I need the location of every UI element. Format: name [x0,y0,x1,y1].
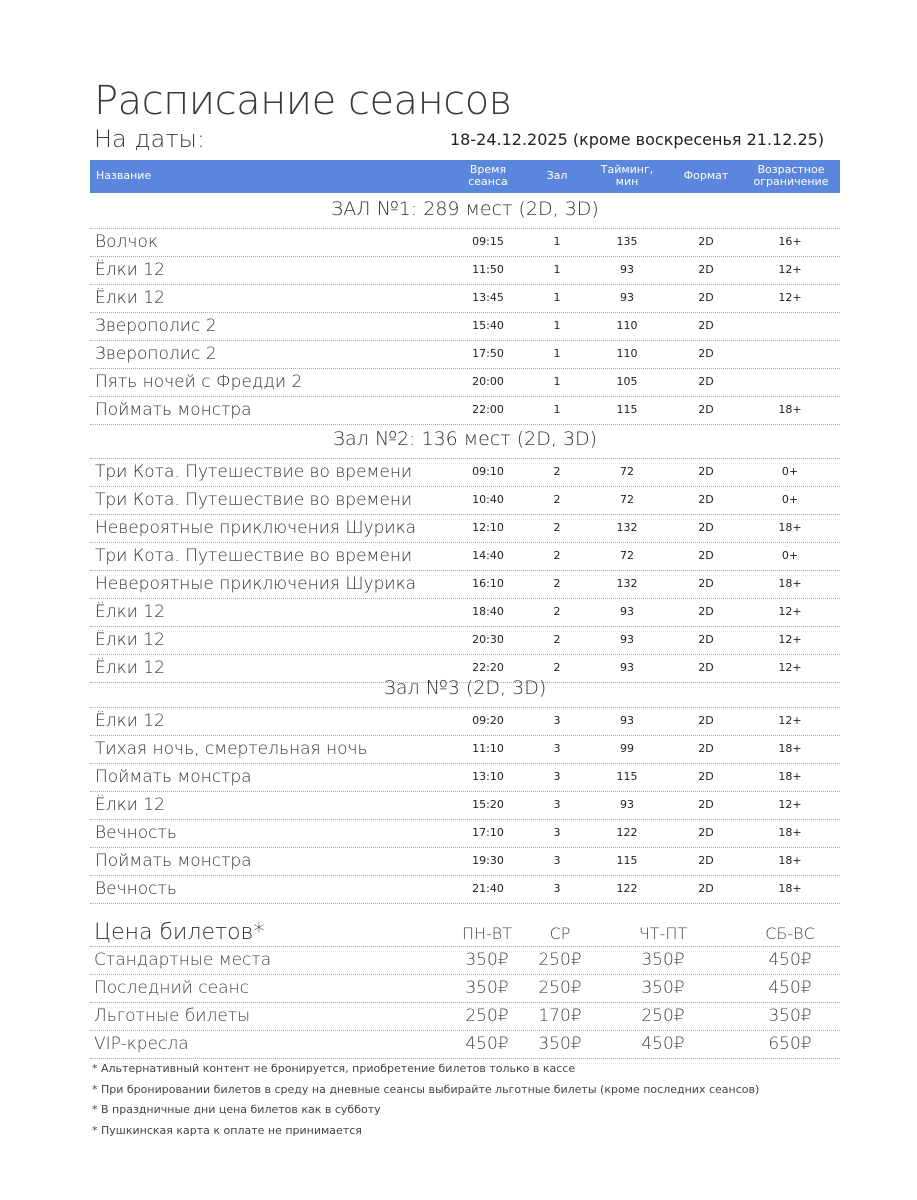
hall-number: 1 [553,319,561,332]
price-value: 350₽ [538,1034,582,1054]
session-row [90,735,840,764]
hall-number: 3 [553,714,561,727]
session-row [90,312,840,341]
session-time: 20:00 [472,375,504,388]
session-row [90,819,840,848]
format: 2D [698,854,714,867]
movie-title: Ёлки 12 [95,795,165,815]
session-time: 19:30 [472,854,504,867]
session-time: 14:40 [472,549,504,562]
session-row [90,570,840,599]
session-row [90,368,840,397]
age-rating: 18+ [778,742,802,755]
duration: 135 [616,235,638,248]
movie-title: Ёлки 12 [95,658,165,678]
col-age: Возрастное ограничение [753,163,829,188]
session-row [90,514,840,543]
price-value: 350₽ [641,978,685,998]
session-row [90,875,840,904]
duration: 122 [616,882,638,895]
hall-number: 3 [553,770,561,783]
price-value: 350₽ [768,1006,812,1026]
session-row [90,542,840,571]
duration: 72 [620,465,634,478]
session-time: 18:40 [472,605,504,618]
session-row [90,284,840,313]
hall-number: 2 [553,465,561,478]
price-value: 450₽ [768,978,812,998]
hall-number: 2 [553,577,561,590]
session-time: 09:10 [472,465,504,478]
format: 2D [698,347,714,360]
age-rating: 12+ [778,263,802,276]
format: 2D [698,714,714,727]
duration: 122 [616,826,638,839]
price-value: 250₽ [641,1006,685,1026]
movie-title: Ёлки 12 [95,260,165,280]
format: 2D [698,263,714,276]
footnote: * В праздничные дни цена билетов как в субботу [92,1103,381,1116]
price-value: 250₽ [538,978,582,998]
duration: 115 [616,403,638,416]
format: 2D [698,882,714,895]
dates-label: На даты: [94,125,205,153]
col-time: Время сеанса [468,163,508,188]
session-time: 17:10 [472,826,504,839]
age-rating: 16+ [778,235,802,248]
hall-number: 2 [553,493,561,506]
hall-title: Зал №2: 136 мест (2D, 3D) [332,428,598,450]
price-value: 350₽ [465,950,509,970]
movie-title: Три Кота. Путешествие во времени [95,490,413,510]
hall-number: 1 [553,291,561,304]
session-row [90,626,840,655]
price-value: 250₽ [465,1006,509,1026]
hall-number: 2 [553,549,561,562]
movie-title: Тихая ночь, смертельная ночь [95,739,368,759]
age-rating: 18+ [778,521,802,534]
hall-number: 2 [553,521,561,534]
age-rating: 18+ [778,770,802,783]
page-title: Расписание сеансов [94,78,512,124]
duration: 93 [620,798,634,811]
session-time: 17:50 [472,347,504,360]
divider [90,424,840,425]
age-rating: 0+ [781,493,799,506]
session-time: 13:45 [472,291,504,304]
session-time: 22:20 [472,661,504,674]
ticket-type: Стандартные места [94,950,272,970]
session-time: 09:15 [472,235,504,248]
age-rating: 12+ [778,714,802,727]
movie-title: Зверополис 2 [95,316,217,336]
movie-title: Ёлки 12 [95,602,165,622]
price-value: 350₽ [641,950,685,970]
price-value: 350₽ [465,978,509,998]
session-row [90,598,840,627]
duration: 93 [620,714,634,727]
format: 2D [698,549,714,562]
footnote: * Пушкинская карта к оплате не принимается [92,1123,362,1137]
format: 2D [698,577,714,590]
session-row [90,763,840,792]
movie-title: Ёлки 12 [95,288,165,308]
table-header [90,160,840,193]
day-col: ПН-ВТ [461,924,513,943]
format: 2D [698,521,714,534]
footnote: * При бронировании билетов в среду на дневные сеансы выбирайте льготные билеты (кроме последних сеансов) [92,1082,760,1096]
age-rating: 12+ [778,633,802,646]
format: 2D [698,375,714,388]
day-col: СР [549,924,571,943]
duration: 115 [616,854,638,867]
age-rating: 0+ [781,465,799,478]
movie-title: Пять ночей с Фредди 2 [95,372,303,392]
hall-number: 3 [553,826,561,839]
session-time: 15:40 [472,319,504,332]
price-value: 450₽ [768,950,812,970]
hall-number: 3 [553,882,561,895]
session-row [90,847,840,876]
duration: 72 [620,493,634,506]
duration: 105 [616,375,638,388]
duration: 115 [616,770,638,783]
hall-number: 1 [553,403,561,416]
hall-number: 1 [553,263,561,276]
movie-title: Три Кота. Путешествие во времени [95,546,413,566]
price-value: 170₽ [538,1006,582,1026]
price-value: 450₽ [465,1034,509,1054]
ticket-type: Последний сеанс [94,978,249,998]
price-value: 650₽ [768,1034,812,1054]
hall-title: ЗАЛ №1: 289 мест (2D, 3D) [331,198,599,220]
session-row [90,458,840,487]
session-time: 11:10 [472,742,504,755]
session-time: 12:10 [472,521,504,534]
session-row [90,791,840,820]
age-rating: 0+ [781,549,799,562]
format: 2D [698,798,714,811]
age-rating: 18+ [778,403,802,416]
hall-title: Зал №3 (2D, 3D) [383,677,547,699]
hall-number: 3 [553,798,561,811]
divider [90,903,840,904]
age-rating: 12+ [778,605,802,618]
duration: 110 [616,347,638,360]
session-time: 16:10 [472,577,504,590]
format: 2D [698,605,714,618]
session-time: 10:40 [472,493,504,506]
movie-title: Невероятные приключения Шурика [95,518,417,538]
movie-title: Невероятные приключения Шурика [95,574,417,594]
age-rating: 18+ [778,882,802,895]
session-row [90,256,840,285]
session-time: 20:30 [472,633,504,646]
movie-title: Вечность [95,823,177,843]
age-rating: 12+ [778,291,802,304]
movie-title: Ёлки 12 [95,630,165,650]
format: 2D [698,633,714,646]
movie-title: Три Кота. Путешествие во времени [95,462,413,482]
duration: 93 [620,605,634,618]
movie-title: Поймать монстра [95,400,252,420]
session-row [90,707,840,736]
session-time: 22:00 [472,403,504,416]
dates-value: 18-24.12.2025 (кроме воскресенья 21.12.25) [450,130,825,149]
hall-number: 3 [553,854,561,867]
session-row [90,486,840,515]
day-col: СБ-ВС [765,924,815,943]
age-rating: 12+ [778,661,802,674]
duration: 93 [620,263,634,276]
price-row [90,1030,840,1059]
age-rating: 18+ [778,826,802,839]
session-time: 21:40 [472,882,504,895]
session-row [90,340,840,369]
format: 2D [698,403,714,416]
format: 2D [698,291,714,304]
session-row [90,396,840,425]
duration: 93 [620,661,634,674]
hall-number: 1 [553,347,561,360]
hall-number: 1 [553,375,561,388]
session-time: 11:50 [472,263,504,276]
price-row [90,974,840,1003]
format: 2D [698,235,714,248]
col-name: Название [96,169,152,182]
col-format: Формат [683,169,729,182]
price-value: 450₽ [641,1034,685,1054]
hall-number: 2 [553,661,561,674]
movie-title: Поймать монстра [95,767,252,787]
format: 2D [698,493,714,506]
duration: 72 [620,549,634,562]
age-rating: 18+ [778,854,802,867]
duration: 93 [620,633,634,646]
ticket-type: Льготные билеты [94,1006,251,1026]
session-time: 13:10 [472,770,504,783]
age-rating: 12+ [778,798,802,811]
format: 2D [698,319,714,332]
price-row [90,946,840,975]
movie-title: Вечность [95,879,177,899]
session-time: 09:20 [472,714,504,727]
duration: 99 [620,742,634,755]
format: 2D [698,742,714,755]
duration: 132 [616,521,638,534]
hall-number: 2 [553,633,561,646]
col-timing: Тайминг, мин [600,163,654,188]
format: 2D [698,465,714,478]
session-time: 15:20 [472,798,504,811]
movie-title: Ёлки 12 [95,711,165,731]
price-row [90,1002,840,1031]
movie-title: Поймать монстра [95,851,252,871]
format: 2D [698,770,714,783]
hall-number: 1 [553,235,561,248]
hall-number: 2 [553,605,561,618]
age-rating: 18+ [778,577,802,590]
movie-title: Зверополис 2 [95,344,217,364]
divider [90,1058,840,1059]
hall-number: 3 [553,742,561,755]
duration: 93 [620,291,634,304]
session-row [90,228,840,257]
price-value: 250₽ [538,950,582,970]
duration: 110 [616,319,638,332]
format: 2D [698,826,714,839]
ticket-type: VIP-кресла [94,1034,189,1054]
movie-title: Волчок [95,232,158,252]
footnote: * Альтернативный контент не бронируется, приобретение билетов только в кассе [92,1062,576,1075]
col-hall: Зал [546,169,568,182]
day-col: ЧТ-ПТ [638,924,688,943]
prices-title: Цена билетов* [94,920,265,945]
duration: 132 [616,577,638,590]
format: 2D [698,661,714,674]
